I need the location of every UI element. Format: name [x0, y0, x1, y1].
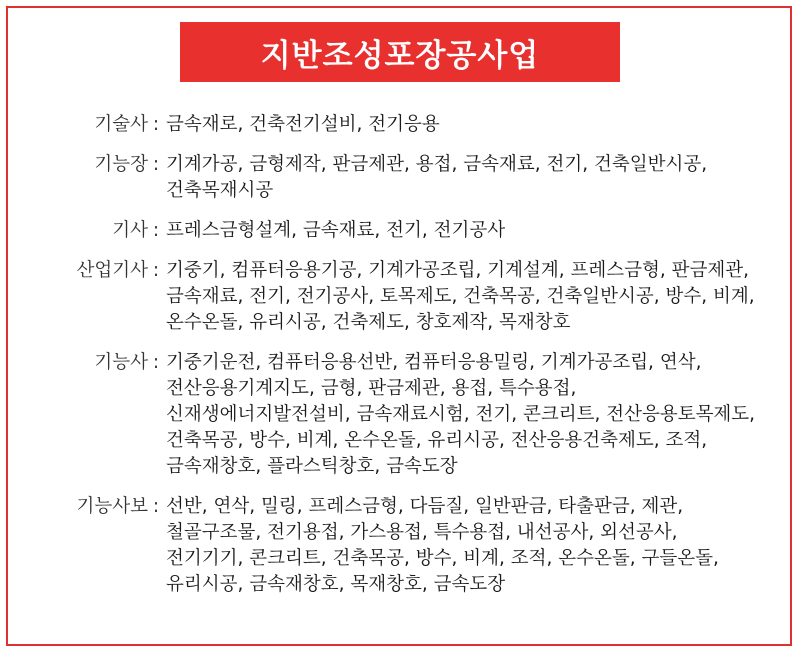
list-item [22, 494, 774, 598]
list-item [22, 350, 774, 480]
list-item [22, 218, 774, 244]
row-label: 기능장 [94, 154, 148, 175]
list-item [22, 258, 774, 336]
row-separator: : [152, 496, 160, 517]
list-item [22, 152, 774, 204]
row-separator: : [152, 114, 160, 135]
row-separator: : [152, 154, 160, 175]
row-content: 기중기, 컴퓨터응용기공, 기계가공조립, 기계설계, 프레스금형, 판금제관, 금속재료, 전기, 전기공사, 토목제도, 건축목공, 건축일반시공, 방수, 비계, 온수온돌, 유리시공, 건축제도, 창호제작, 목재창호 [166, 260, 755, 333]
row-separator: : [152, 352, 160, 373]
row-label: 기술사 [94, 114, 148, 135]
row-label: 산업기사 [76, 260, 148, 281]
row-content: 선반, 연삭, 밀링, 프레스금형, 다듬질, 일반판금, 타출판금, 제관, 철골구조물, 전기용접, 가스용접, 특수용접, 내선공사, 외선공사, 전기기기, 콘크리트, 건축목공, 방수, 비계, 조적, 온수온돌, 구들온돌, 유리시공, 금속재창호, 목재창호, 금속도장 [166, 496, 719, 595]
page-title: 지반조성포장공사업 [180, 22, 620, 82]
row-separator: : [152, 260, 160, 281]
list-item [22, 112, 774, 138]
row-content: 기계가공, 금형제작, 판금제관, 용접, 금속재료, 전기, 건축일반시공, 건축목재시공 [166, 154, 708, 201]
row-label: 기능사 [94, 352, 148, 373]
row-content: 프레스금형설계, 금속재료, 전기, 전기공사 [166, 220, 506, 241]
row-separator: : [152, 220, 160, 241]
row-content: 금속재로, 건축전기설비, 전기응용 [166, 114, 440, 135]
qualification-list [22, 112, 774, 612]
row-label: 기사 [112, 220, 148, 241]
row-content: 기중기운전, 컴퓨터응용선반, 컴퓨터응용밀링, 기계가공조립, 연삭, 전산응용기계지도, 금형, 판금제관, 용접, 특수용접, 신재생에너지발전설비, 금속재료시험, 전기, 콘크리트, 전산응용토목제도, 건축목공, 방수, 비계, 온수온돌, 유리시공, 전산응용건축제도, 조적, 금속재창호, 플라스틱창호, 금속도장 [166, 352, 756, 477]
row-label: 기능사보 [76, 496, 148, 517]
